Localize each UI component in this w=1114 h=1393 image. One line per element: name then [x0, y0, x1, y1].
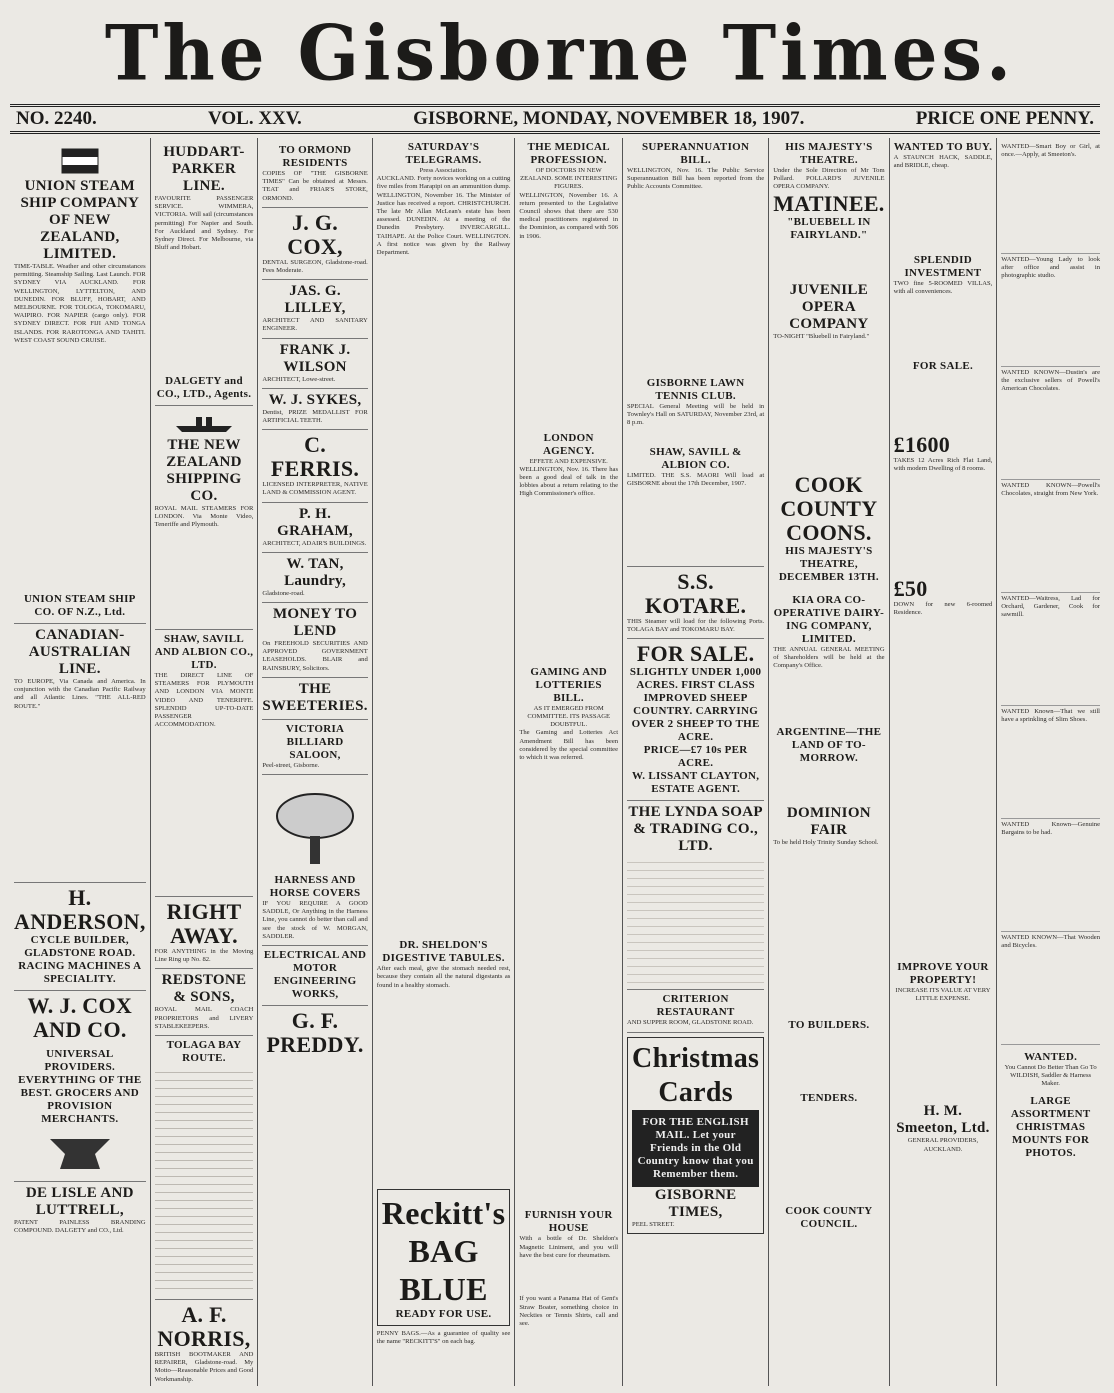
classified-item: WANTED—Young Lady to look after office and assist in photographic studio.	[1001, 254, 1100, 367]
column-4	[373, 138, 516, 1386]
ad-body	[627, 855, 764, 985]
ad-ferris	[262, 430, 367, 502]
ad-billiard	[262, 720, 367, 775]
ad-text: Gladstone-road.	[262, 589, 305, 597]
classified-item: WANTED KNOWN—Dustin's are the exclusive sellers of Powell's American Chocolates.	[1001, 367, 1100, 480]
timetable	[155, 1065, 254, 1295]
section-heading: WANTED.	[1024, 1051, 1078, 1063]
ad-title: W. J. COX AND CO.	[27, 993, 133, 1042]
article-text: THE ANNUAL GENERAL MEETING of Shareholders will be held at the Company's Office.	[773, 645, 885, 670]
ad-graham	[262, 503, 367, 553]
ad-foot: PENNY BAGS.—As a guarantee of quality see the name "RECKITT'S" on each bag.	[376, 1330, 511, 1346]
price: PRICE ONE PENNY.	[915, 108, 1094, 129]
section-heading: MATINEE.	[773, 190, 885, 216]
ad-title: TOLAGA BAY ROUTE.	[166, 1039, 242, 1065]
ad-kotare	[627, 567, 764, 639]
article-text: WELLINGTON, November 16. A return presented to the Legislative Council shows that there are 530 medical practitioners registered in the Dominion, as compared with 506 in 1906.	[519, 191, 619, 240]
ad-tan	[262, 553, 367, 603]
section-heading: TENDERS.	[800, 1091, 858, 1104]
ad-text: LICENSED INTERPRETER, NATIVE LAND & COMMISSION AGENT.	[262, 481, 368, 497]
ad-title: UNION STEAM SHIP COMPANY OF NEW ZEALAND, LIMITED.	[20, 178, 140, 262]
ad-text: ARCHITECT AND SANITARY ENGINEER.	[262, 317, 368, 333]
section-sub: EFFETE AND EXPENSIVE.	[529, 457, 608, 465]
ad-text: On FREEHOLD SECURITIES AND APPROVED GOVERNMENT LEASEHOLDS. BLAIR and RAINSBURY, Solicitors.	[262, 640, 368, 672]
ad-cox	[14, 991, 146, 1182]
column-6	[623, 138, 769, 1386]
classified-item: WANTED Known—Genuine Bargains to be had.	[1001, 819, 1100, 932]
ad-text: THIS Steamer will load for the following Ports. TOLAGA BAY and TOKOMARU BAY.	[627, 618, 765, 634]
section-heading: FURNISH YOUR HOUSE	[524, 1209, 613, 1235]
ad-text: FOR ANYTHING in the Moving Line Ring up No. 82.	[154, 948, 254, 964]
ad-norris	[155, 1300, 254, 1388]
ad-text: GENERAL PROVIDERS, AUCKLAND.	[907, 1137, 979, 1153]
article-text: "BLUEBELL IN FAIRYLAND."	[787, 215, 871, 241]
ad-electrical	[262, 946, 367, 1006]
ad-title: Reckitt's BAG BLUE	[381, 1195, 506, 1308]
price-heading: £50	[893, 576, 928, 601]
newspaper-title: The Gisborne Times.	[104, 7, 1016, 98]
ad-title: W. TAN, Laundry,	[284, 555, 347, 589]
masthead	[40, 7, 1080, 100]
ad-text: Dentist, PRIZE MEDALLIST FOR ARTIFICIAL TEETH.	[262, 408, 368, 425]
ad-title: SHAW, SAVILL AND ALBION CO., LTD.	[154, 633, 254, 671]
ad-text: COPIES OF "THE GISBORNE TIMES" Can be obtained at Messrs. TEAT and FRIAR'S STORE, ORMOND.	[262, 170, 368, 202]
ad-title: CANADIAN-AUSTRALIAN LINE.	[28, 627, 131, 677]
ad-title: THE NEW ZEALAND SHIPPING CO.	[166, 437, 242, 504]
article-text: TAKES 12 Acres Rich Flat Land, with modern Dwelling of 8 rooms.	[893, 457, 993, 473]
ad-title: CRITERION RESTAURANT	[656, 993, 735, 1019]
ad-title: THE SWEETERIES.	[262, 680, 368, 714]
ad-right-away	[155, 897, 254, 969]
article-text: INCREASE ITS VALUE AT VERY LITTLE EXPENSE.	[895, 987, 991, 1003]
ad-title: RIGHT AWAY.	[166, 899, 242, 948]
column-9	[997, 138, 1104, 1386]
ad-lynda	[627, 801, 764, 990]
ad-text: FOR THE ENGLISH MAIL. Let your Friends in the Old Country know that you Remember them.	[632, 1110, 759, 1187]
ad-ormond	[262, 141, 367, 208]
ad-footer: UNION STEAM SHIP CO. OF N.Z., Ltd.	[23, 593, 136, 618]
ad-title: VICTORIA BILLIARD SALOON,	[285, 722, 345, 761]
article-text: AUCKLAND. Forty novices working on a cutting five miles from Harapipi on an ammunition dump. WELLINGTON, November 16. The Minister of Justice has received a report. CHRISTCHURCH. The late Mr Allan McLean's estate has been assessed. DUNEDIN. At a meeting of the Dunedin Presbytery. INVERCARGILL. TAIHAPE. At the Police Court. WELLINGTON. A first notice was given by the Railway Department.	[376, 175, 511, 257]
ad-title: ELECTRICAL AND MOTOR ENGINEERING WORKS,	[263, 949, 367, 1001]
ad-sweeteries	[262, 678, 367, 720]
ad-title: P. H. GRAHAM,	[277, 505, 353, 539]
ad-sub: UNIVERSAL PROVIDERS. EVERYTHING OF THE BEST. GROCERS AND PROVISION MERCHANTS.	[18, 1048, 142, 1125]
section-heading: GAMING AND LOTTERIES BILL.	[530, 665, 608, 704]
ad-text: ROYAL MAIL STEAMERS FOR LONDON. Via Monte Video, Teneriffe and Plymouth.	[154, 505, 254, 529]
ad-sub: PEEL STREET.	[632, 1220, 675, 1228]
ad-title: THE LYNDA SOAP & TRADING CO., LTD.	[628, 804, 763, 855]
section-heading: ARGENTINE—THE LAND OF TO-MORROW.	[776, 725, 882, 764]
ad-shaw-savill	[155, 630, 254, 897]
ad-reckitts	[377, 1189, 511, 1326]
ad-foot: GISBORNE TIMES,	[654, 1186, 737, 1220]
column-3	[258, 138, 372, 1386]
article-text: To be held Holy Trinity Sunday School.	[773, 838, 879, 846]
column-5	[515, 138, 623, 1386]
section-heading: SUPERANNUATION BILL.	[641, 141, 750, 166]
ad-text: ROYAL MAIL COACH PROPRIETORS and LIVERY STABLEKEEPERS.	[154, 1006, 254, 1030]
ad-title: JAS. G. LILLEY,	[284, 283, 346, 317]
section-heading: DOMINION FAIR	[786, 804, 871, 838]
article-text: The Gaming and Lotteries Act Amendment Bill has been considered by the special committee to which it was referred.	[519, 729, 619, 762]
ad-title: DE LISLE AND LUTTRELL,	[25, 1185, 134, 1218]
price-heading: £1600	[893, 432, 951, 457]
section-heading: LONDON AGENCY.	[542, 431, 595, 457]
section-sub: CHRISTMAS MOUNTS FOR PHOTOS.	[1012, 1120, 1090, 1159]
column-8	[890, 138, 998, 1386]
section-heading: FOR SALE.	[912, 360, 974, 372]
section-heading: DR. SHELDON'S DIGESTIVE TABULES.	[382, 939, 505, 965]
ad-title: H. ANDERSON,	[14, 885, 146, 934]
ad-union-steam	[14, 141, 146, 624]
column-2	[151, 138, 259, 1386]
column-1	[10, 138, 151, 1386]
ad-text: THE DIRECT LINE OF STEAMERS FOR PLYMOUTH AND LONDON VIA MONTE VIDEO AND TENERIFFE. SPLENDID UP-TO-DATE PASSENGER ACCOMMODATION.	[154, 672, 254, 729]
section-heading: LARGE ASSORTMENT	[1010, 1094, 1091, 1120]
ad-text: Peel-street, Gisborne.	[262, 761, 320, 769]
dateline-bar	[10, 104, 1100, 134]
ad-text: IF YOU REQUIRE A GOOD SADDLE, Or Anything in the Harness Line, you cannot do better than call and see the stock of W. MORGAN, SADDLER.	[262, 900, 368, 940]
ad-title: G. F. PREDDY.	[266, 1008, 364, 1058]
ad-text: TO EUROPE, Via Canada and America. In conjunction with the Canadian Pacific Railway and all Atlantic Lines. "THE ALL-RED ROUTE."	[14, 678, 146, 710]
classified-item: WANTED KNOWN—Powell's Chocolates, straight from New York.	[1001, 480, 1100, 593]
ad-text: AND SUPPER ROOM, GLADSTONE ROAD.	[627, 1019, 754, 1027]
ad-anderson	[14, 883, 146, 991]
ad-jg-cox	[262, 208, 367, 280]
ad-title: FOR SALE.	[636, 641, 755, 667]
article-text: If you want a Panama Hat of Gent's Straw Boater, something choice in Neckties or Tennis Shirts, call and see.	[519, 1295, 619, 1328]
place-date: GISBORNE, MONDAY, NOVEMBER 18, 1907.	[413, 108, 805, 129]
ad-canadian	[14, 624, 146, 883]
article-text: A STAUNCH HACK, SADDLE, and BRIDLE, cheap.	[893, 154, 993, 170]
ad-wilson	[262, 339, 367, 389]
section-sub: HIS MAJESTY'S THEATRE, DECEMBER 13TH.	[778, 544, 879, 583]
section-heading: KIA ORA CO-OPERATIVE DAIRY-ING COMPANY, LIMITED.	[773, 593, 885, 645]
ad-title: W. J. SYKES,	[268, 391, 362, 408]
ad-text: SLIGHTLY UNDER 1,000 ACRES. FIRST CLASS IMPROVED SHEEP COUNTRY. CARRYING OVER 2 SHEEP TO THE ACRE.	[629, 666, 762, 744]
ad-title: REDSTONE & SONS,	[161, 972, 247, 1006]
column-7	[769, 138, 889, 1386]
ad-footer: DALGETY and CO., LTD., Agents.	[156, 375, 252, 400]
wanted-list	[1001, 141, 1100, 1045]
section-heading: GISBORNE LAWN TENNIS CLUB.	[646, 377, 745, 402]
ad-title: HUDDART-PARKER LINE.	[163, 144, 245, 194]
section-sub: Press Association.	[419, 167, 468, 174]
ad-sub: READY FOR USE.	[395, 1308, 492, 1321]
ad-redstone	[155, 969, 254, 1036]
section-heading: SATURDAY'S TELEGRAMS.	[405, 141, 482, 166]
anvil-icon	[14, 1129, 146, 1174]
section-sub: AS IT EMERGED FROM COMMITTEE. ITS PASSAGE DOUBTFUL.	[527, 704, 611, 729]
section-heading: COOK COUNTY COUNCIL.	[785, 1204, 873, 1230]
article-text: WELLINGTON, Nov. 16. There has been a good deal of talk in the lobbies about a return relating to the High Commissioner's office.	[519, 465, 619, 498]
columns	[10, 138, 1104, 1386]
section-heading: SPLENDID INVESTMENT	[904, 254, 982, 279]
ad-christmas-cards	[627, 1037, 764, 1234]
issue-number: NO. 2240.	[16, 108, 97, 129]
ad-title: A. F. NORRIS,	[157, 1302, 251, 1352]
section-sub: OF DOCTORS IN NEW ZEALAND. SOME INTERESTING FIGURES.	[520, 167, 618, 191]
ad-criterion	[627, 990, 764, 1032]
ad-sub: PATENT PAINLESS BRANDING COMPOUND. DALGETY and CO., Ltd.	[14, 1219, 146, 1235]
ad-huddart-parker	[155, 141, 254, 406]
article-text: With a bottle of Dr. Sheldon's Magnetic Liniment, and you will have the best cure for rheumatism.	[519, 1235, 619, 1259]
ad-title: C. FERRIS.	[270, 432, 360, 482]
ad-title: Christmas Cards	[632, 1042, 760, 1108]
section-heading: COOK COUNTY COONS.	[780, 471, 878, 545]
ad-text: BRITISH BOOTMAKER AND REPAIRER, Gladstone-road. My Motto—Reasonable Prices and Good Workmanship.	[154, 1351, 254, 1383]
ad-shaw-savill-maori	[627, 443, 764, 567]
steamship-icon	[155, 412, 254, 434]
ad-nz-shipping	[155, 406, 254, 630]
ad-money	[262, 603, 367, 678]
article-text: You Cannot Do Better Than Go To WILDISH, Saddler & Harness Maker.	[1004, 1064, 1097, 1088]
article-text: Under the Sole Direction of Mr Tom Pollard. POLLARD'S JUVENILE OPERA COMPANY.	[773, 167, 885, 191]
section-heading: HIS MAJESTY'S THEATRE.	[785, 141, 873, 166]
section-heading: JUVENILE OPERA COMPANY	[789, 281, 869, 332]
ad-title: SHAW, SAVILL & ALBION CO.	[649, 446, 742, 471]
ad-tolaga-route	[155, 1036, 254, 1300]
volume-number: VOL. XXV.	[208, 108, 302, 129]
ad-title: MONEY TO LEND	[272, 606, 358, 640]
article-text: TWO fine 5-ROOMED VILLAS, with all conveniences.	[893, 280, 993, 296]
article-text: TO-NIGHT "Bluebell in Fairyland."	[773, 332, 870, 340]
article-text: WELLINGTON, Nov. 16. The Public Service Superannuation Bill has been reported from the Public Accounts Committee.	[627, 167, 765, 191]
section-heading: THE MEDICAL PROFESSION.	[527, 141, 610, 166]
ad-agent: W. LISSANT CLAYTON, ESTATE AGENT.	[631, 770, 760, 796]
article-text: SPECIAL General Meeting will be held in Townley's Hall on SATURDAY, November 23rd, at 8 p.m.	[627, 403, 765, 427]
ad-price: PRICE—£7 10s PER ACRE.	[643, 744, 748, 770]
ad-harness	[262, 775, 367, 946]
ad-text: DENTAL SURGEON, Gladstone-road. Fees Moderate.	[262, 258, 368, 275]
ad-text: LIMITED. THE S.S. MAORI Will load at GISBORNE about the 17th December, 1907.	[627, 472, 765, 488]
ad-title: FRANK J. WILSON	[279, 341, 351, 375]
ad-sykes	[262, 389, 367, 430]
ad-sub: CYCLE BUILDER, GLADSTONE ROAD.	[24, 934, 136, 959]
classified-item: WANTED KNOWN—That Wooden and Bicycles.	[1001, 932, 1100, 1045]
article-text: DOWN for new 6-roomed Residence.	[893, 601, 993, 617]
ad-title: J. G. COX,	[287, 209, 343, 259]
ad-tag: RACING MACHINES A SPECIALITY.	[18, 960, 142, 985]
ad-text: FAVOURITE PASSENGER SERVICE. WIMMERA, VICTORIA. Will sail (circumstances permitting) For Napier and South. For Auckland and Sydney. For Sydney Direct. For Melbourne, via Bluff and Hobart.	[154, 195, 254, 252]
ad-title: S.S. KOTARE.	[644, 569, 747, 618]
classified-item: WANTED—Smart Boy or Girl, at once.—Apply, at Smeeton's.	[1001, 141, 1100, 254]
classified-item: WANTED Known—That we still have a sprinkling of Slim Shoes.	[1001, 706, 1100, 819]
section-heading: IMPROVE YOUR PROPERTY!	[897, 961, 989, 986]
article-text: After each meal, give the stomach needed rest, because they contain all the natural digestants as found in a healthy stomach.	[376, 965, 511, 989]
ad-text: ARCHITECT, ADAIR'S BUILDINGS.	[262, 539, 367, 547]
ad-title: HARNESS AND HORSE COVERS	[269, 874, 361, 900]
section-heading: WANTED TO BUY.	[893, 141, 993, 153]
section-heading: TO BUILDERS.	[788, 1018, 870, 1031]
ad-delisle	[14, 1182, 146, 1239]
ad-title: TO ORMOND RESIDENTS	[278, 144, 352, 169]
ad-lilley	[262, 280, 367, 338]
flag-icon	[14, 147, 146, 175]
ad-title: H. M. Smeeton, Ltd.	[896, 1103, 990, 1137]
classified-item: WANTED—Waitress, Lad for Orchard, Gardener, Cook for sawmill.	[1001, 593, 1100, 706]
ad-for-sale	[627, 639, 764, 801]
ad-text: ARCHITECT, Lowe-street.	[262, 375, 336, 383]
ad-text: TIME-TABLE. Weather and other circumstances permitting. Steamship Sailing. Last Launch. FOR SYDNEY VIA AUCKLAND. FOR WELLINGTON, LYTTELTON, AND DUNEDIN. FOR BLUFF, HOBART, AND MELBOURNE. FOR TOLOGA, TOKOMARU, WAIPIRO. FOR NAPIER (cargo only). FOR SYDNEY DIRECT. FOR FIJI AND TONGA ISLANDS. FOR RAROTONGA AND TAHITI. WEST COAST SOUND CRUISE.	[14, 263, 146, 344]
ad-preddy	[262, 1006, 367, 1061]
saddle-icon	[262, 781, 367, 871]
